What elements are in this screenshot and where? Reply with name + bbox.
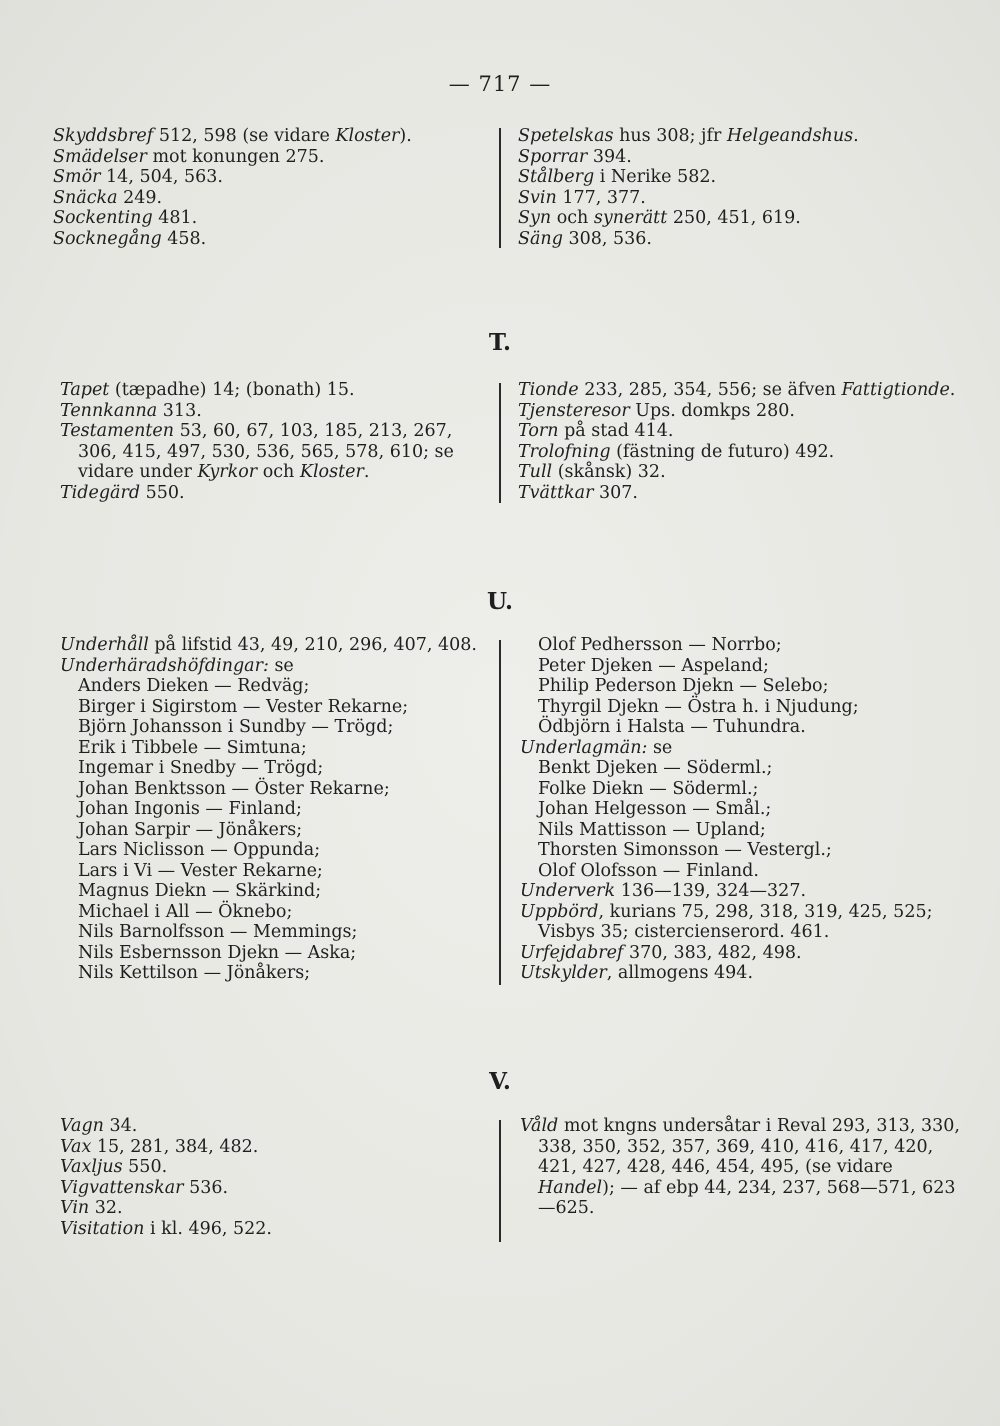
entry-term: Skyddsbref: [53, 126, 154, 146]
sub-entry: Erik i Tibbele — Simtuna;: [78, 737, 307, 758]
entry-text: mot kngns undersåtar i Reval 293, 313, 330, 338, 350, 352, 357, 369, 410, 416, 417, 420, 421, 427, 428, 446, 454, 495, (se vidare: [538, 1116, 960, 1177]
entry-term: Snäcka: [53, 187, 118, 208]
entry-text: (skånsk) 32.: [552, 462, 666, 482]
entry-text: i kl. 496, 522.: [144, 1218, 272, 1239]
entry-term: Torn: [518, 421, 559, 441]
index-entry: [518, 442, 963, 463]
entry-text: 177, 377.: [556, 187, 646, 208]
index-entry: [53, 188, 478, 209]
entry-text: .: [949, 380, 956, 400]
entry-text: 308, 536.: [562, 228, 652, 249]
entry-term: Testamenten: [60, 421, 174, 441]
s-left-column: [53, 126, 478, 249]
entry-term: Svin: [518, 187, 557, 208]
entry-term: Vin: [60, 1198, 90, 1218]
entry-text: 53, 60, 67, 103, 185, 213, 267, 306, 415, 497, 530, 536, 565, 578, 610; se vidare under: [78, 421, 454, 482]
index-entry: [520, 902, 965, 943]
entry-text: se: [268, 655, 294, 676]
index-entry: [518, 380, 963, 401]
entry-text: 370, 383, 482, 498.: [623, 942, 802, 963]
index-entry: [518, 229, 958, 250]
index-entry: [53, 147, 478, 168]
entry-term: Smör: [53, 167, 101, 187]
entry-term: Sockenting: [53, 208, 153, 228]
section-heading-v: V.: [489, 1068, 511, 1095]
sub-entry: Johan Sarpir — Jönåkers;: [78, 819, 303, 840]
entry-term: Vagn: [60, 1116, 104, 1136]
entry-term: Uppbörd: [520, 901, 599, 922]
sub-entry: Ingemar i Snedby — Trögd;: [78, 758, 324, 778]
t-left-column: [60, 380, 490, 503]
sub-entry: Anders Dieken — Redväg;: [78, 676, 310, 696]
entry-text: se: [647, 737, 673, 758]
sub-entry: Olof Olofsson — Finland.: [538, 860, 759, 881]
entry-term: Stålberg: [518, 167, 595, 187]
entry-text: 32.: [89, 1198, 123, 1218]
entry-text: och: [257, 462, 300, 482]
sub-entry: Birger i Sigirstom — Vester Rekarne;: [78, 696, 409, 717]
u-right-column: [520, 635, 965, 984]
entry-term: Underhåll: [60, 635, 149, 655]
sub-entry: Johan Ingonis — Finland;: [78, 799, 302, 819]
sub-entry: Ödbjörn i Halsta — Tuhundra.: [538, 717, 806, 737]
entry-term: Tapet: [60, 380, 110, 400]
entry-reference: Kloster: [335, 126, 400, 146]
entry-text: 458.: [161, 228, 207, 249]
index-entry: [520, 1116, 960, 1219]
index-entry: [520, 963, 965, 984]
entry-text: mot konungen 275.: [146, 146, 325, 167]
s-right-column: [518, 126, 958, 249]
index-entry: [60, 1178, 490, 1199]
entry-term: Tjensteresor: [518, 400, 630, 421]
entry-text: på stad 414.: [558, 421, 674, 441]
index-entry: [518, 147, 958, 168]
entry-text: och: [551, 208, 594, 228]
entry-term: Tvättkar: [518, 482, 594, 503]
entry-text: 481.: [152, 208, 198, 228]
index-entry: [518, 401, 963, 422]
entry-text: Ups. domkps 280.: [629, 400, 795, 421]
index-entry: [518, 462, 963, 483]
entry-text: .: [363, 462, 370, 482]
entry-text: , kurians 75, 298, 318, 319, 425, 525; Visbys 35; cistercienserord. 461.: [538, 901, 933, 942]
page-number: — 717 —: [448, 72, 552, 96]
index-entry: [60, 1198, 490, 1219]
index-entry: [60, 635, 492, 656]
index-entry: [60, 656, 492, 677]
u-left-column: [60, 635, 492, 984]
index-entry: [53, 229, 478, 250]
index-entry: [53, 208, 478, 229]
entry-term: Vigvattenskar: [60, 1177, 184, 1198]
entry-reference: Helgeandshus: [726, 126, 854, 146]
entry-text: (fästning de futuro) 492.: [610, 441, 835, 462]
sub-entry: Thyrgil Djekn — Östra h. i Njudung;: [538, 696, 859, 717]
entry-text: 14, 504, 563.: [100, 167, 223, 187]
entry-term: Syn: [518, 208, 552, 228]
entry-text: 394.: [587, 146, 632, 167]
entry-term: Underlagmän:: [520, 737, 648, 758]
entry-reference: Fattigtionde: [841, 380, 950, 400]
index-entry: [520, 943, 965, 964]
sub-entry: Peter Djeken — Aspeland;: [538, 655, 769, 676]
index-entry: [53, 167, 478, 188]
sub-entry: Philip Pederson Djekn — Selebo;: [538, 676, 829, 696]
section-heading-u: U.: [487, 588, 513, 615]
entry-text: i Nerike 582.: [594, 167, 717, 187]
index-entry: [520, 881, 965, 902]
entry-text: , allmogens 494.: [606, 963, 754, 983]
sub-entry: Nils Barnolfsson — Memmings;: [78, 922, 358, 942]
entry-text: på lifstid 43, 49, 210, 296, 407, 408.: [148, 635, 477, 655]
entry-term: Vaxljus: [60, 1157, 123, 1177]
sub-entry: Nils Mattisson — Upland;: [538, 819, 766, 840]
entry-term: Tennkanna: [60, 400, 158, 421]
entry-text: (tæpadhe) 14; (bonath) 15.: [109, 380, 355, 400]
entry-text: 512, 598 (se vidare: [153, 126, 336, 146]
entry-term: Smädelser: [53, 146, 147, 167]
entry-text: 536.: [183, 1177, 229, 1198]
entry-reference: Handel: [538, 1177, 603, 1198]
column-divider: [499, 1120, 501, 1242]
t-right-column: [518, 380, 963, 503]
entry-text: ).: [399, 126, 412, 146]
entry-text: 550.: [140, 482, 185, 503]
index-entry: [518, 421, 963, 442]
entry-text: 550.: [122, 1157, 168, 1177]
entry-term: Visitation: [60, 1218, 145, 1239]
entry-text: 233, 285, 354, 556; se äfven: [578, 380, 842, 400]
index-entry: [518, 208, 958, 229]
index-entry: [518, 188, 958, 209]
sub-entry: Thorsten Simonsson — Vestergl.;: [538, 840, 832, 860]
entry-term: Tull: [518, 462, 553, 482]
entry-reference: Kloster: [299, 462, 364, 482]
v-left-column: [60, 1116, 490, 1239]
v-right-column: [520, 1116, 960, 1219]
sub-entry: Nils Kettilson — Jönåkers;: [78, 963, 311, 983]
entry-text: 250, 451, 619.: [667, 208, 801, 228]
entry-text: 34.: [103, 1116, 138, 1136]
sub-entry: Magnus Diekn — Skärkind;: [78, 881, 322, 901]
sub-entry: Olof Pedhersson — Norrbo;: [538, 635, 782, 655]
sub-entry: Johan Benktsson — Öster Rekarne;: [78, 778, 390, 799]
entry-term: Utskylder: [520, 963, 607, 983]
entry-term: Tionde: [518, 380, 579, 400]
sub-entry: Benkt Djeken — Söderml.;: [538, 758, 773, 778]
entry-term: Säng: [518, 228, 563, 249]
sub-entry: Lars Niclisson — Oppunda;: [78, 840, 321, 860]
index-entry: [60, 1116, 490, 1137]
column-divider: [499, 128, 501, 248]
entry-text: 307.: [593, 482, 638, 503]
entry-text: 136—139, 324—327.: [615, 881, 807, 901]
index-entry: [53, 126, 478, 147]
column-divider: [499, 383, 501, 503]
index-entry: [518, 483, 963, 504]
entry-text: ); — af ebp 44, 234, 237, 568—571, 623—625.: [538, 1177, 956, 1218]
sub-entry: Lars i Vi — Vester Rekarne;: [78, 860, 323, 881]
index-entry: [60, 1157, 490, 1178]
index-entry: [60, 421, 490, 483]
index-entry: [520, 738, 965, 759]
index-entry: [518, 126, 958, 147]
sub-entry: Folke Diekn — Söderml.;: [538, 778, 759, 799]
entry-text: 15, 281, 384, 482.: [91, 1136, 259, 1157]
entry-term: Sporrar: [518, 146, 588, 167]
entry-term: Vax: [60, 1136, 92, 1157]
index-entry: [60, 1219, 490, 1240]
entry-reference: Kyrkor: [197, 462, 258, 482]
sub-entry: Michael i All — Öknebo;: [78, 901, 293, 922]
index-entry: [60, 1137, 490, 1158]
entry-text: hus 308; jfr: [613, 126, 727, 146]
entry-term: Trolofning: [518, 441, 611, 462]
sub-entry: Johan Helgesson — Smål.;: [538, 799, 772, 819]
entry-term: Underverk: [520, 881, 616, 901]
entry-reference: synerätt: [593, 208, 668, 228]
sub-entry: Björn Johansson i Sundby — Trögd;: [78, 717, 394, 737]
entry-term: Socknegång: [53, 228, 162, 249]
entry-term: Urfejdabref: [520, 942, 624, 963]
index-entry: [60, 380, 490, 401]
entry-term: Spetelskas: [518, 126, 614, 146]
entry-term: Våld: [520, 1116, 559, 1136]
entry-term: Underhäradshöfdingar:: [60, 655, 269, 676]
index-entry: [60, 483, 490, 504]
index-entry: [518, 167, 958, 188]
section-heading-t: T.: [488, 329, 512, 356]
index-entry: [60, 401, 490, 422]
entry-text: .: [853, 126, 859, 146]
column-divider: [499, 640, 501, 985]
sub-entry: Nils Esbernsson Djekn — Aska;: [78, 942, 357, 963]
entry-text: 249.: [117, 187, 163, 208]
entry-text: 313.: [157, 400, 202, 421]
entry-term: Tidegärd: [60, 482, 141, 503]
